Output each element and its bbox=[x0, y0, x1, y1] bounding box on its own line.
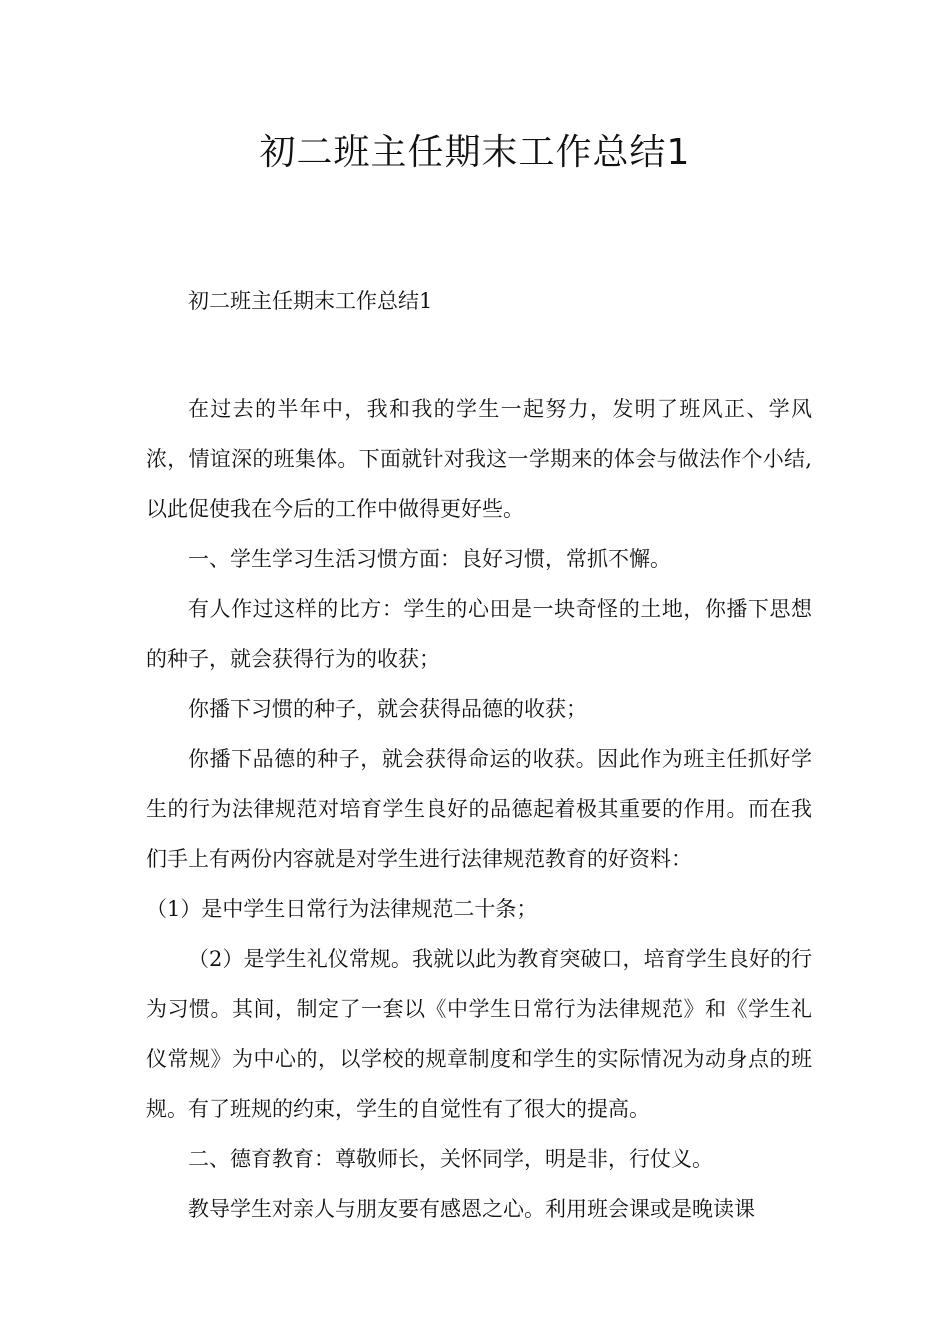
paragraph-habit-seed: 你播下习惯的种子，就会获得品德的收获； bbox=[188, 697, 587, 721]
paragraph-intro: 在过去的半年中，我和我的学生一起努力，发明了班风正、学风浓，情谊深的班集体。下面就针对我这一学期来的体会与做法作个小结,以此促使我在今后的工作中做得更好些。 bbox=[146, 397, 812, 521]
document-subtitle: 初二班主任期末工作总结1 bbox=[188, 289, 433, 313]
paragraph-metaphor: 有人作过这样的比方：学生的心田是一块奇怪的土地，你播下思想的种子，就会获得行为的收获； bbox=[146, 597, 812, 671]
section-heading-habits: 一、学生学习生活习惯方面：良好习惯，常抓不懈。 bbox=[188, 547, 671, 571]
paragraph-gratitude: 教导学生对亲人与朋友要有感恩之心。利用班会课或是晚读课 bbox=[188, 1197, 755, 1221]
section-heading-moral: 二、德育教育：尊敬师长，关怀同学，明是非，行仗义。 bbox=[188, 1147, 713, 1171]
paragraph-character-seed: 你播下品德的种子，就会获得命运的收获。因此作为班主任抓好学生的行为法律规范对培育学生良好的品德起着极其重要的作用。而在我们手上有两份内容就是对学生进行法律规范教育的好资料： bbox=[146, 747, 812, 871]
document-body bbox=[146, 384, 812, 1234]
list-item-1: （1）是中学生日常行为法律规范二十条； bbox=[146, 897, 538, 921]
list-item-2: （2）是学生礼仪常规。我就以此为教育突破口，培育学生良好的行为习惯。其间，制定了一套以《中学生日常行为法律规范》和《学生礼仪常规》为中心的，以学校的规章制度和学生的实际情况为动身点的班规。有了班规的约束，学生的自觉性有了很大的提高。 bbox=[146, 947, 812, 1121]
document-title: 初二班主任期末工作总结1 bbox=[259, 132, 691, 173]
